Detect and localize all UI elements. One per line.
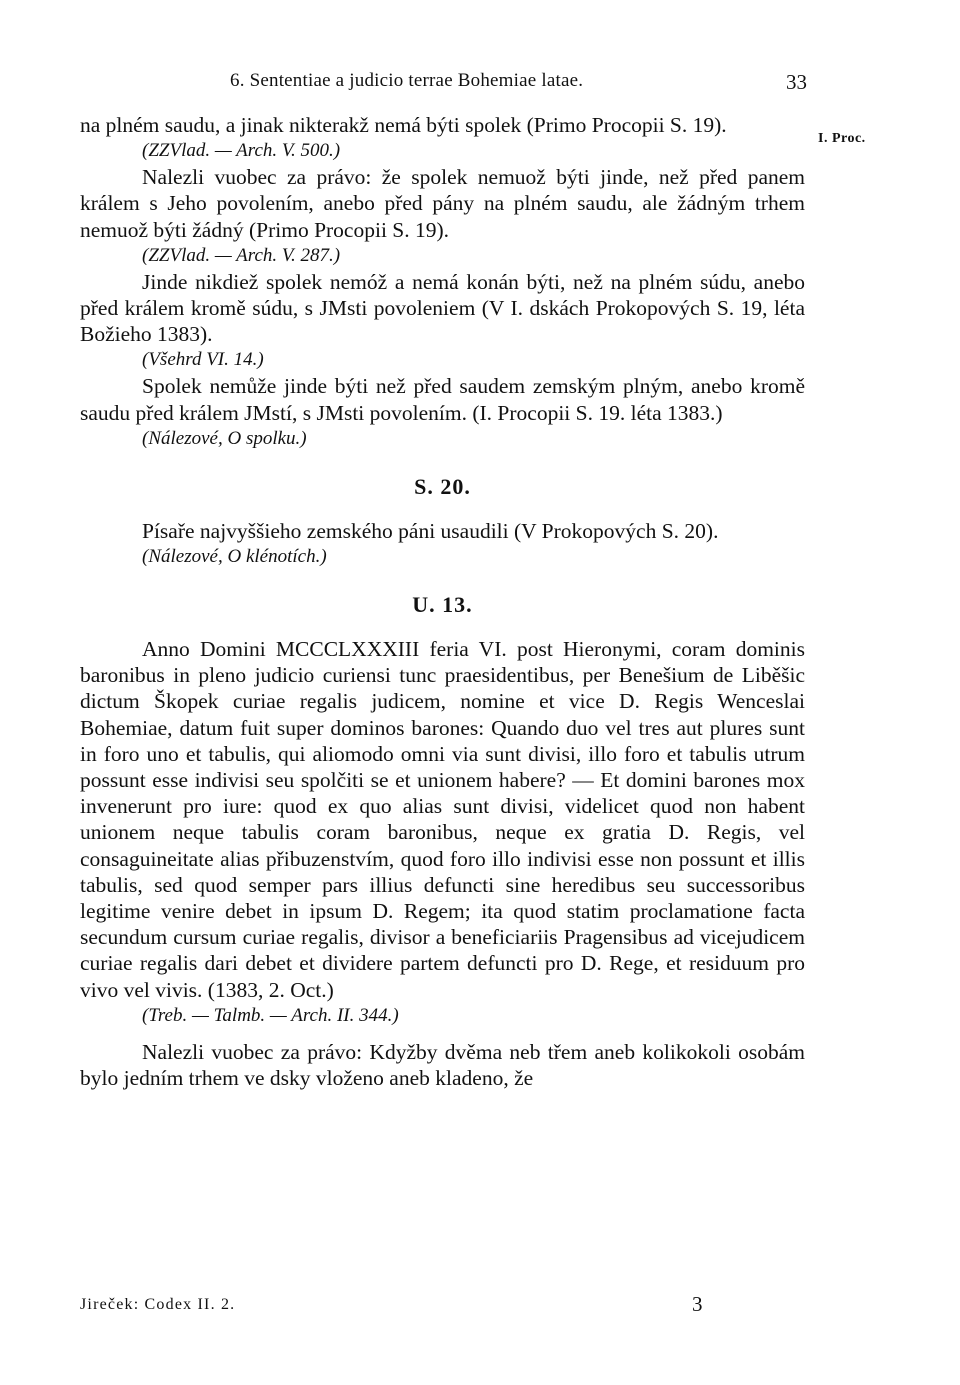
- source-citation-3: (Všehrd VI. 14.): [142, 349, 264, 371]
- paragraph-4: Spolek nemůže jinde býti než před saudem zemským plným, anebo kromě saudu před králem JMstí, s JMsti povolením. (I. Procopii S. 19. léta 1383.): [80, 374, 805, 425]
- paragraph-2: Nalezli vuobec za právo: že spolek nemuož býti jinde, než před panem králem s Jeho povolením, anebo před pány na plném saudu, ale žádným trhem nemuož býti žádný (Primo Procopii S. 19).: [80, 165, 805, 242]
- source-citation-5: (Nálezové, O klénotích.): [142, 546, 327, 568]
- section-heading-s20: S. 20.: [414, 473, 471, 499]
- paragraph-5: Písaře najvyššieho zemského páni usaudili (V Prokopových S. 20).: [142, 518, 719, 543]
- page-footer: [80, 1292, 805, 1322]
- paragraph-3: Jinde nikdiež spolek nemóž a nemá konán býti, než na plném súdu, anebo před králem kromě súdu, s JMsti povoleniem (V I. dskách Prokopových S. 19, léta Božieho 1383).: [80, 269, 805, 347]
- source-citation-1: (ZZVlad. — Arch. V. 500.): [142, 140, 341, 162]
- sheet-number: 3: [692, 1292, 703, 1316]
- section-heading-u13: U. 13.: [412, 592, 473, 618]
- source-citation-2: (ZZVlad. — Arch. V. 287.): [142, 244, 341, 266]
- paragraph-6: Anno Domini MCCCLXXXIII feria VI. post Hieronymi, coram dominis baronibus in pleno judicio curiensi tunc praesidentibus, per Benešium de Liběšic dictum Škopek curiae regalis judicem, nomine et vice D. Regis Wenceslai Bohemiae, datum fuit super dominos barones: Quando duo vel tres aut plures sunt in foro uno et tabulis, qui aliomodo omni via sunt divisi, illo foro et tabulis utrum possunt esse indivisi seu spolčiti se et unionem habere? — Et domini barones mox invenerunt pro iure: quod ex quo alias sunt divisi, videlicet quod non habent unionem neque tabulis coram baronibus, neque ex gratia D. Regis, vel consaguineitate alias přibuzenstvím, quod foro illo indivisi esse non possunt et illis tabulis, sed quod semper pars illius defuncti sine heredibus seu successoribus legitime venire debet in ipsum D. Regem; ita quod statim proclamatione facta secundum cursum curiae regalis, divisor a beneficiariis Pragensibus ad vicejudicem curiae regalis dari debet et dividere partem defuncti pro D. Rege, et residuum pro vivo vel vivis. (1383, 2. Oct.): [80, 637, 805, 1002]
- spacer: [80, 1029, 805, 1039]
- page-header: [80, 60, 805, 100]
- footer-signature: Jireček: Codex II. 2.: [80, 1296, 236, 1313]
- margin-note: I. Proc.: [818, 131, 866, 146]
- page-number: 33: [786, 70, 807, 94]
- paragraph-7: Nalezli vuobec za právo: Kdyžby dvěma neb třem aneb kolikokoli osobám bylo jedním trhem ve dsky vloženo aneb kladeno, že: [80, 1039, 805, 1091]
- running-title: 6. Sententiae a judicio terrae Bohemiae latae.: [230, 70, 584, 91]
- paragraph-1: na plném saudu, a jinak nikterakž nemá býti spolek (Primo Procopii S. 19).: [80, 113, 727, 137]
- page-body: [80, 60, 805, 1091]
- source-citation-6: (Treb. — Talmb. — Arch. II. 344.): [142, 1004, 399, 1026]
- source-citation-4: (Nálezové, O spolku.): [142, 427, 307, 449]
